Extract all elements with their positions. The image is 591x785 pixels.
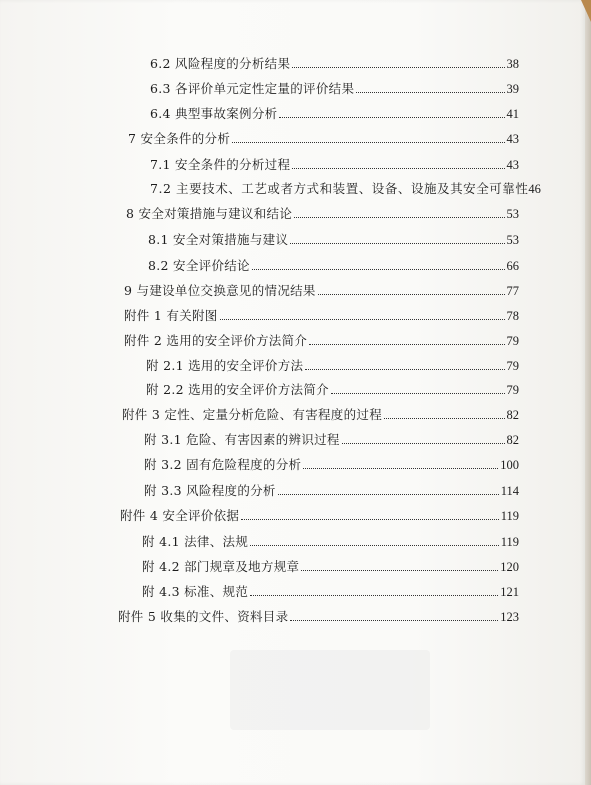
toc-entry-appendix-4[interactable] xyxy=(120,508,519,524)
toc-entry-title: 附件 4 安全评价依据 xyxy=(120,508,240,523)
toc-entry-page: 123 xyxy=(500,610,519,624)
toc-dot-leader xyxy=(279,117,504,118)
toc-entry-page: 79 xyxy=(506,334,519,348)
toc-entry-7-1[interactable] xyxy=(150,157,519,173)
toc-dot-leader xyxy=(318,294,505,295)
toc-dot-leader xyxy=(232,142,504,143)
toc-entry-page: 78 xyxy=(506,309,519,323)
toc-entry-page: 120 xyxy=(500,560,519,574)
toc-entry-title: 附 3.1 危险、有害因素的辨识过程 xyxy=(144,432,340,447)
toc-dot-leader xyxy=(292,168,504,169)
toc-dot-leader xyxy=(292,67,504,68)
toc-entry-page: 100 xyxy=(500,458,519,472)
toc-entry-page: 77 xyxy=(506,284,519,298)
toc-entry-page: 114 xyxy=(500,484,519,498)
toc-entry-page: 82 xyxy=(506,408,519,422)
toc-entry-title: 附件 3 定性、定量分析危险、有害程度的过程 xyxy=(122,407,383,422)
toc-dot-leader xyxy=(250,595,498,596)
toc-dot-leader xyxy=(303,468,498,469)
toc-dot-leader xyxy=(309,344,504,345)
toc-entry-title: 9 与建设单位交换意见的情况结果 xyxy=(124,283,316,298)
toc-entry-page: 119 xyxy=(500,535,519,549)
toc-entry-appendix-3-3[interactable] xyxy=(144,483,519,499)
toc-entry-8-2[interactable] xyxy=(148,258,519,274)
page-edge xyxy=(585,0,591,785)
toc-entry-7[interactable] xyxy=(128,131,519,147)
toc-entry-6-3[interactable] xyxy=(150,81,519,97)
toc-entry-title: 8.1 安全对策措施与建议 xyxy=(148,232,289,247)
toc-entry-page: 41 xyxy=(506,107,519,121)
toc-dot-leader xyxy=(384,418,504,419)
toc-entry-appendix-1[interactable] xyxy=(124,308,519,324)
toc-entry-6-4[interactable] xyxy=(150,106,519,122)
toc-entry-page: 43 xyxy=(506,132,519,146)
toc-entry-title: 附 2.2 选用的安全评价方法简介 xyxy=(146,382,329,397)
toc-dot-leader xyxy=(290,620,498,621)
toc-entry-page: 121 xyxy=(500,585,519,599)
toc-entry-appendix-3-2[interactable] xyxy=(144,457,519,473)
toc-dot-leader xyxy=(356,92,504,93)
toc-entry-title: 附 4.1 法律、法规 xyxy=(142,534,249,549)
toc-entry-title: 附件 1 有关附图 xyxy=(124,308,218,323)
toc-entry-page: 39 xyxy=(506,82,519,96)
toc-entry-title: 附 4.3 标准、规范 xyxy=(142,584,249,599)
toc-entry-8-1[interactable] xyxy=(148,232,519,248)
toc-entry-title: 附 3.3 风险程度的分析 xyxy=(144,483,276,498)
toc-entry-page: 119 xyxy=(500,509,519,523)
toc-entry-appendix-4-1[interactable] xyxy=(142,534,519,550)
toc-entry-title: 6.4 典型事故案例分析 xyxy=(150,106,278,121)
toc-dot-leader xyxy=(331,393,505,394)
toc-dot-leader xyxy=(290,243,504,244)
toc-dot-leader xyxy=(241,519,499,520)
toc-entry-9[interactable] xyxy=(124,283,519,299)
toc-entry-appendix-5[interactable] xyxy=(118,609,519,625)
toc-entry-title: 7 安全条件的分析 xyxy=(128,131,231,146)
toc-dot-leader xyxy=(252,269,505,270)
toc-entry-title: 附 4.2 部门规章及地方规章 xyxy=(142,559,300,574)
toc-entry-page: 79 xyxy=(506,359,519,373)
toc-dot-leader xyxy=(250,545,499,546)
toc-dot-leader xyxy=(301,570,498,571)
toc-entry-page: 53 xyxy=(506,207,519,221)
toc-entry-title: 附 2.1 选用的安全评价方法 xyxy=(146,358,304,373)
toc-entry-6-2[interactable] xyxy=(150,56,519,72)
toc-entry-title: 附件 5 收集的文件、资料目录 xyxy=(118,609,289,624)
toc-entry-page: 43 xyxy=(506,158,519,172)
toc-entry-title: 8 安全对策措施与建议和结论 xyxy=(126,206,293,221)
toc-entry-page: 46 xyxy=(528,182,541,196)
toc-entry-title: 8.2 安全评价结论 xyxy=(148,258,250,273)
toc-entry-page: 79 xyxy=(506,383,519,397)
toc-entry-appendix-2-2[interactable] xyxy=(146,382,519,398)
toc-entry-title: 6.3 各评价单元定性定量的评价结果 xyxy=(150,81,355,96)
toc-entry-8[interactable] xyxy=(126,206,519,222)
toc-dot-leader xyxy=(342,443,505,444)
toc-entry-appendix-4-3[interactable] xyxy=(142,584,519,600)
toc-entry-appendix-4-2[interactable] xyxy=(142,559,519,575)
toc-entry-page: 82 xyxy=(506,433,519,447)
toc-entry-page: 38 xyxy=(506,57,519,71)
toc-dot-leader xyxy=(278,494,499,495)
toc-entry-page: 53 xyxy=(506,233,519,247)
toc-entry-title: 附件 2 选用的安全评价方法简介 xyxy=(124,333,308,348)
toc-entry-appendix-2[interactable] xyxy=(124,333,519,349)
toc-entry-title: 附 3.2 固有危险程度的分析 xyxy=(144,457,302,472)
toc-entry-title: 6.2 风险程度的分析结果 xyxy=(150,56,291,71)
toc-entry-title: 7.1 安全条件的分析过程 xyxy=(150,157,291,172)
toc-entry-appendix-3[interactable] xyxy=(122,407,519,423)
toc-entry-7-2[interactable] xyxy=(150,181,541,197)
toc-dot-leader xyxy=(220,319,505,320)
toc-dot-leader xyxy=(294,217,504,218)
toc-entry-appendix-3-1[interactable] xyxy=(144,432,519,448)
toc-entry-appendix-2-1[interactable] xyxy=(146,358,519,374)
toc-dot-leader xyxy=(305,369,504,370)
toc-entry-title: 7.2 主要技术、工艺或者方式和装置、设备、设施及其安全可靠性 xyxy=(150,181,529,196)
toc-entry-page: 66 xyxy=(506,259,519,273)
